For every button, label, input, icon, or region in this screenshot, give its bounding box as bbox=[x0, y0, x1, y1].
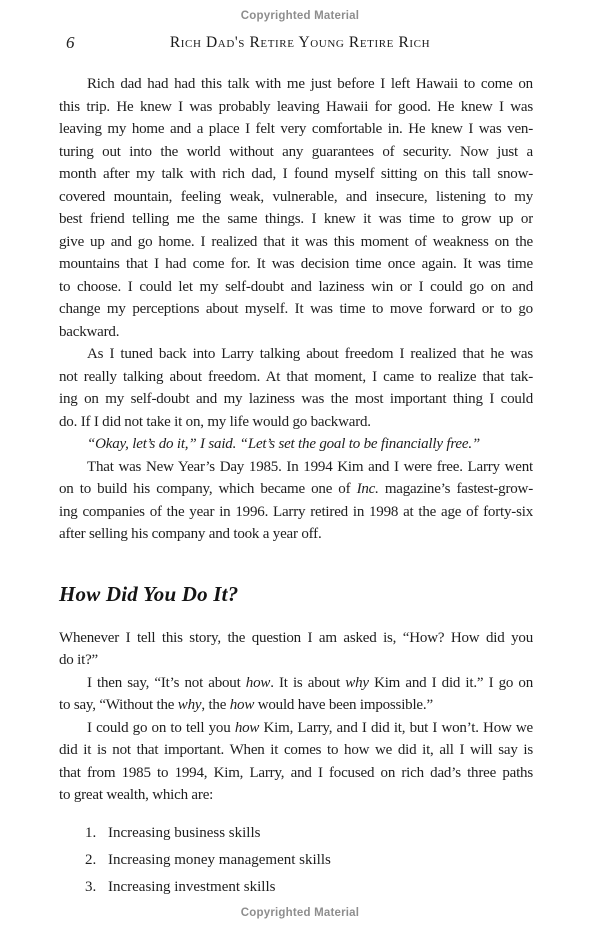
text-line: after selling his company and took a year off. bbox=[59, 526, 322, 542]
list-item-number: 2. bbox=[85, 851, 97, 868]
paragraph bbox=[59, 717, 533, 807]
list-item bbox=[59, 847, 533, 874]
text-line: best friend telling me the same things. I knew it was time to grow up or bbox=[59, 211, 533, 227]
text-line: do it?” bbox=[59, 652, 99, 668]
text-line: to choose. I could let my self-doubt and laziness win or I could go on and bbox=[59, 278, 533, 295]
section-heading: How Did You Do It? bbox=[59, 581, 239, 606]
list-item-text: Increasing money management skills bbox=[108, 851, 331, 868]
text-line: that from 1985 to 1994, Kim, Larry, and I focused on rich dad’s three paths bbox=[59, 764, 533, 781]
text-line: this trip. He knew I was probably leaving Hawaii for good. He knew I was bbox=[59, 98, 533, 115]
paragraph bbox=[59, 456, 533, 546]
list-item-number: 1. bbox=[85, 824, 97, 841]
page-header bbox=[0, 33, 600, 53]
numbered-list bbox=[59, 820, 533, 901]
page-number: 6 bbox=[66, 33, 75, 52]
text-line: did it is not that important. When it comes to how we did it, all I will say is bbox=[59, 742, 533, 758]
page-body bbox=[59, 73, 533, 901]
text-line: “Okay, let’s do it,” I said. “Let’s set the goal to be financially free.” bbox=[87, 436, 481, 452]
text-line: to say, “Without the why, the how would have been impossible.” bbox=[59, 697, 433, 713]
text-line: not really talking about freedom. At that moment, I came to realize that tak- bbox=[59, 368, 533, 385]
text-line: I then say, “It’s not about how. It is about why Kim and I did it.” I go on bbox=[87, 674, 533, 691]
text-line: Rich dad had had this talk with me just before I left Hawaii to come on bbox=[87, 76, 533, 92]
paragraph bbox=[59, 672, 533, 717]
text-line: backward. bbox=[59, 323, 120, 340]
list-item-text: Increasing investment skills bbox=[108, 878, 276, 895]
text-line: mountains that I had come for. It was decision time once again. It was time bbox=[59, 256, 533, 272]
paragraph bbox=[59, 627, 533, 672]
text-line: do. If I did not take it on, my life would go backward. bbox=[59, 413, 371, 430]
text-line: to great wealth, which are: bbox=[59, 787, 214, 803]
text-line: covered mountain, feeling weak, vulnerable, and insecure, listening to my bbox=[59, 188, 533, 205]
text-line: That was New Year’s Day 1985. In 1994 Kim and I were free. Larry went bbox=[87, 458, 533, 475]
list-item bbox=[59, 820, 533, 847]
running-head: Rich Dad's Retire Young Retire Rich bbox=[169, 34, 431, 51]
text-line: ing companies of the year in 1996. Larry retired in 1998 at the age of forty-six bbox=[59, 503, 533, 520]
text-line: month after my talk with rich dad, I found myself sitting on this tall snow- bbox=[59, 166, 533, 182]
copyright-notice-top: Copyrighted Material bbox=[240, 10, 360, 22]
text-line: leaving my home and a place I felt very comfortable in. He knew I was ven- bbox=[59, 121, 533, 137]
paragraph bbox=[59, 343, 533, 433]
text-line: give up and go home. I realized that it was this moment of weakness on the bbox=[59, 233, 533, 250]
list-item-text: Increasing business skills bbox=[108, 824, 261, 841]
list-item-number: 3. bbox=[85, 878, 97, 895]
text-line: change my perceptions about myself. It was time to move forward or to go bbox=[59, 301, 533, 317]
text-line: turing out into the world without any guarantees of security. Now just a bbox=[59, 143, 533, 160]
paragraph bbox=[59, 433, 533, 456]
text-line: on to build his company, which became one of Inc. magazine’s fastest-grow- bbox=[59, 481, 533, 497]
text-line: As I tuned back into Larry talking about freedom I realized that he was bbox=[87, 346, 533, 362]
text-line: I could go on to tell you how Kim, Larry, and I did it, but I won’t. How we bbox=[87, 719, 533, 736]
paragraph bbox=[59, 73, 533, 343]
copyright-notice-bottom: Copyrighted Material bbox=[240, 907, 360, 919]
text-line: ing on my self-doubt and my laziness was the most important thing I could bbox=[59, 391, 533, 407]
list-item bbox=[59, 874, 533, 901]
text-line: Whenever I tell this story, the question I am asked is, “How? How did you bbox=[59, 629, 533, 646]
